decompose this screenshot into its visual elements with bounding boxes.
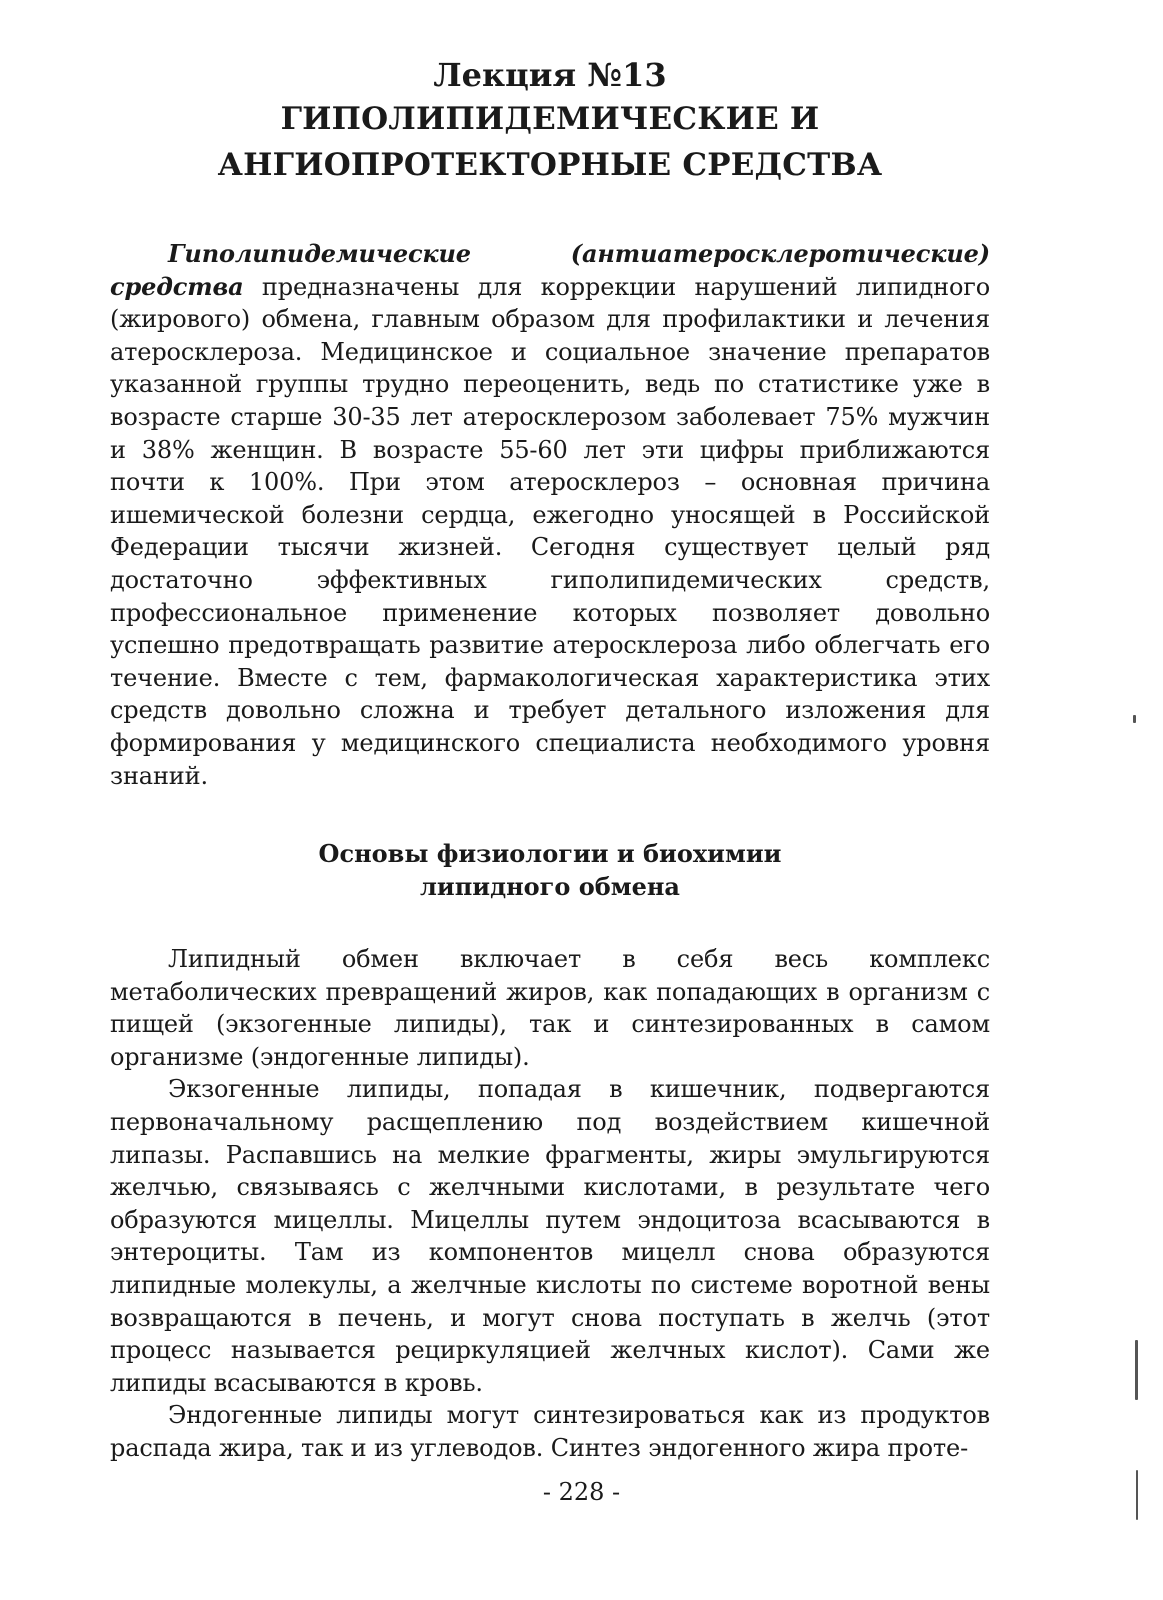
scan-artifact-mark [1135,1340,1138,1400]
body-paragraph: Липидный обмен включает в себя весь комплекс метаболических превращений жиров, как попадающих в организм с пищей (экзогенные липиды), так и синтезированных в самом организме (эндогенные липиды). [110,945,990,1071]
intro-lead-term: Гиполипидемические (антиатеросклеротические) средства [110,239,990,301]
lecture-title [110,96,990,188]
section-heading-line-1: Основы физиологии и биохимии [318,839,782,869]
scan-artifact-mark [1136,1470,1138,1520]
scan-artifact-mark [1133,715,1136,723]
intro-text: предназначены для коррекции нарушений липидного (жирового) обмена, главным образом для профилактики и лечения атеросклероза. Медицинское и социальное значение препаратов указанной группы трудно переоценить, ведь по статистике уже в возрасте старше 30-35 лет атеросклерозом заболевает 75% мужчин и 38% женщин. В возрасте 55-60 лет эти цифры приближаются почти к 100%. При этом атеросклероз – основная причина ишемической болезни сердца, ежегодно уносящей в Российской Федерации тысячи жизней. Сегодня существует целый ряд достаточно эффективных гиполипидемических средств, профессиональное применение которых позволяет довольно успешно предотвращать развитие атеросклероза либо облегчать его течение. Вместе с тем, фармакологическая характеристика этих средств довольно сложна и требует детального изложения для формирования у медицинского специалиста необходимого уровня знаний. [110,272,990,790]
lecture-title-line-1: ГИПОЛИПИДЕМИЧЕСКИЕ И [280,101,820,137]
lecture-title-line-2: АНГИОПРОТЕКТОРНЫЕ СРЕДСТВА [217,147,883,183]
lecture-number: Лекция №13 [433,56,667,94]
body-paragraph: Экзогенные липиды, попадая в кишечник, подвергаются первоначальному расщеплению под воздействием кишечной липазы. Распавшись на мелкие фрагменты, жиры эмульгируются желчью, связываясь с желчными кислотами, в результате чего образуются мицеллы. Мицеллы путем эндоцитоза всасываются в энтероциты. Там из компонентов мицелл снова образуются липидные молекулы, а желчные кислоты по системе воротной вены возвращаются в печень, и могут снова поступать в желчь (этот процесс называется рециркуляцией желчных кислот). Сами же липиды всасываются в кровь. [110,1075,990,1397]
intro-paragraph [110,238,990,792]
intro-section [110,238,990,792]
body-paragraph: Эндогенные липиды могут синтезироваться как из продуктов распада жира, так и из углеводов. Синтез эндогенного жира проте- [110,1401,990,1462]
page-content [110,48,990,1465]
section-heading-line-2: липидного обмена [420,872,680,902]
page-number: - 228 - [542,1478,621,1506]
section-heading [110,837,990,903]
